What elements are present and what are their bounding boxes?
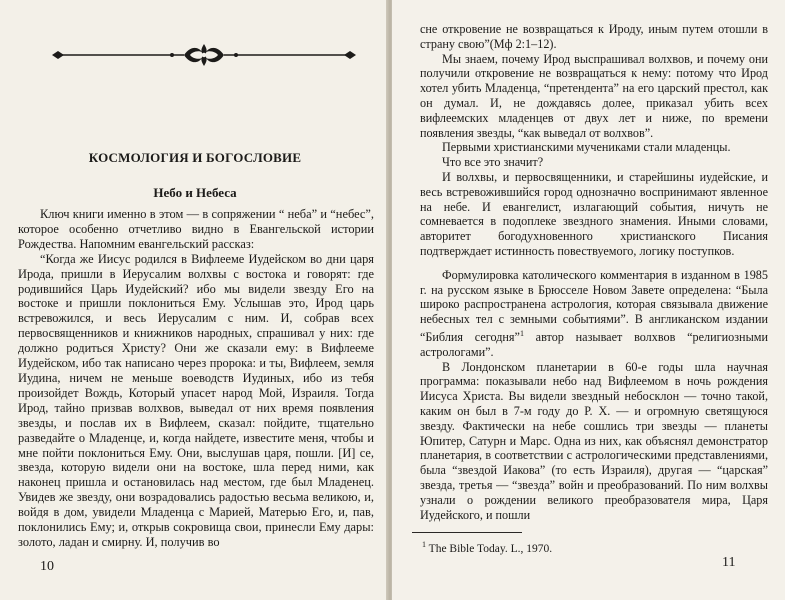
footnote-marker: 1	[519, 328, 524, 338]
left-paragraph: Ключ книги именно в этом — в сопряжении “ неба” и “небес”, которое особенно отчетливо видно в Евангельской истории Рождества. Напомним евангельский рассказ:	[18, 207, 374, 251]
footnote-number: 1	[422, 540, 426, 549]
footnote-text: The Bible Today. L., 1970.	[428, 542, 553, 555]
right-paragraph: Что все это значит?	[442, 155, 544, 170]
right-paragraph-text: Формулировка католического комментария в изданном в 1985 г. на русском языке в Брюсселе Новом Завете определена: “Была широко распространена астрология, которая связывала движение небесных тел с земными событиями”. В англиканском издании “Библия сегодня”	[420, 267, 768, 344]
chapter-title: КОСМОЛОГИЯ И БОГОСЛОВИЕ	[88, 150, 302, 165]
right-paragraph: И волхвы, и первосвященники, и старейшины иудейские, и весь встревожившийся город однозначно воспринимают явленное на небе. И евангелист, излагающий события, ничуть не сомневается в подоплеке звездного знамения. Иными словами, авторитет богодухновенного христианского Писания подтверждает истинность повествуемого, логику поступков.	[420, 169, 768, 258]
decorative-ornament-icon	[52, 42, 356, 68]
page-number-right: 11	[722, 555, 736, 570]
right-paragraph: В Лондонском планетарии в 60-е годы шла научная программа: показывали небо над Вифлеемом в ночь рождения Иисуса Христа. Вы видели звездный небосклон — точно такой, каким он был в 7-м году до Р. Х. — и огромную светящуюся звезду. Фактически на небе сошлись три звезды — планеты Юпитер, Сатурн и Марс. Одна из них, как объяснял демонстратор планетария, в соответствии с астрологическими представлениями, была “звездой Иакова” (то есть Израиля), другая — “царская” звезда, третья — “звезда” войн и преобразований. По ним волхвы узнали о рождении великого преобразователя мира, Царя Иудейского, и пошли	[420, 359, 768, 522]
section-title: Небо и Небеса	[153, 185, 237, 200]
right-page	[392, 0, 785, 600]
footnote	[422, 540, 552, 555]
footnote-divider	[412, 532, 522, 533]
left-page-text	[18, 207, 374, 550]
right-page-text	[420, 22, 768, 522]
page-number-left: 10	[40, 559, 54, 574]
right-paragraph: сне откровение не возвращаться к Ироду, иным путем отошли в страну свою”(Мф 2:1–12).	[420, 22, 768, 51]
right-paragraph: Мы знаем, почему Ирод выспрашивал волхвов, и почему они получили откровение не возвращаться к нему: потому что Ирод хотел убить Младенца, “претендента” на его царский престол, как он думал. И, не дождавясь долее, приказал убить всех вифлеемских младенцев от двух лет и ниже, по времени появления звезды, “как выведал от волхвов”.	[420, 51, 768, 140]
left-page	[0, 0, 388, 600]
right-paragraph-tail: автор называет волхвов “религиозными астрологами”.	[420, 330, 769, 359]
left-paragraph: “Когда же Иисус родился в Вифлееме Иудейском во дни царя Ирода, пришли в Иерусалим волхвы с востока и говорят: где родившийся Царь Иудейский? ибо мы видели звезду Его на востоке и пришли поклониться Ему. Услышав это, Ирод царь встревожился, и весь Иерусалим с ним. И, собрав всех первосвященников и книжников народных, спрашивал у них: где должно родиться Христу? Они же сказали ему: в Вифлееме Иудейском, ибо так написано через пророка: и ты, Вифлеем, земля Иудина, ничем не меньше воеводств Иудиных, ибо из тебя произойдет Вождь, Который упасет народ Мой, Израиля. Тогда Ирод, тайно призвав волхвов, выведал от них время появления звезды, и послав их в Вифлеем, сказал: пойдите, тщательно разведайте о Младенце, и, когда найдете, известите меня, чтобы и мне пойти поклониться Ему. Они, выслушав царя, пошли. [И] се, звезда, которую видели они на востоке, шла перед ними, как наконец пришла и остановилась над местом, где был Младенец. Увидев же звезду, они возрадовались радостью весьма великою, и, войдя в дом, увидели Младенца с Марией, Матерью Его, и, пав, поклонились Ему; и, открыв сокровища свои, принесли Ему дары: золото, ладан и смирну. И, получив во	[18, 251, 374, 549]
right-paragraph: Первыми христианскими мучениками стали младенцы.	[442, 140, 731, 155]
right-paragraph	[420, 268, 768, 360]
